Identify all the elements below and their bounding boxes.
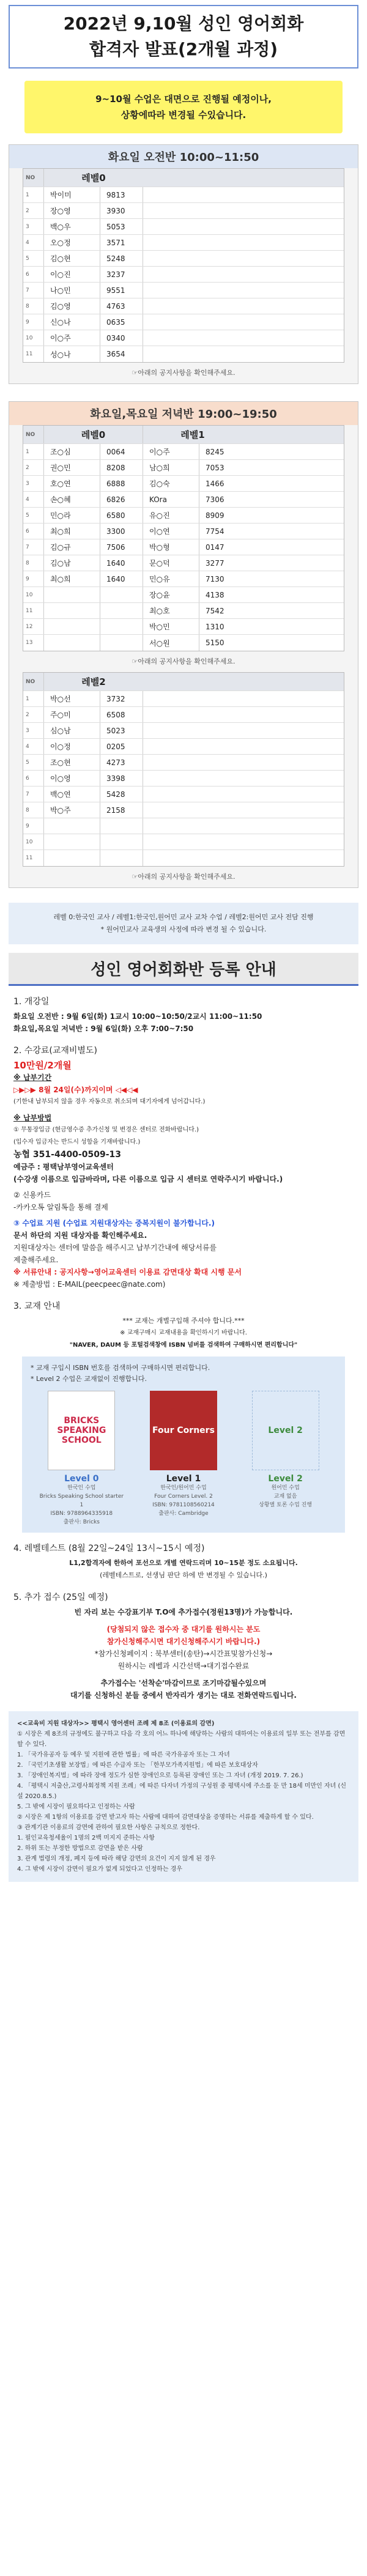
teacher-notice-line-2: * 원어민교사 교육생의 사정에 따라 변경 될 수 있습니다. xyxy=(100,925,267,933)
pay-period: ▷▶▷▶ 8월 24일(수)까지이며 ◁◀◁◀ xyxy=(13,1086,138,1094)
subsidy-2: 지원대상자는 센터에 말씀을 해주시고 납부기간내에 해당서류를 xyxy=(13,1243,217,1252)
student-name: 오○정 xyxy=(44,235,100,250)
notice-line-1: 9~10월 수업은 대면으로 진행될 예정이나, xyxy=(95,94,272,105)
account-owner: 예금주 : 평택남부영어교육센터 xyxy=(13,1163,114,1171)
pay-period-heading: ※ 납부기간 xyxy=(13,1073,52,1082)
level0-header: 레벨0 xyxy=(44,426,143,443)
student-name: 나○민 xyxy=(44,283,100,298)
student-name xyxy=(44,834,100,849)
registration-banner: 성인 영어회화반 등록 안내 xyxy=(9,953,358,986)
student-name: 민○유 xyxy=(143,571,199,587)
row-no: 3 xyxy=(23,723,44,738)
table-header xyxy=(23,426,344,444)
book-teacher: 한국인/원어민 수업 xyxy=(160,1485,207,1491)
table-row xyxy=(23,235,344,251)
bank-account: 농협 351-4400-0509-13 xyxy=(13,1150,121,1160)
student-code: 9813 xyxy=(100,187,143,202)
level-test-line-1: L1,2합격자에 한하여 포선으로 개별 연락드리며 10~15분 정도 소요됩니다. xyxy=(69,1559,298,1567)
student-code xyxy=(100,587,143,602)
student-code: 6580 xyxy=(100,508,143,523)
table-row xyxy=(23,251,344,267)
table-row xyxy=(23,508,344,524)
rule-item: 4. 그 밖에 시장이 감면이 필요가 없게 되었다고 인정하는 경우 xyxy=(17,1866,182,1873)
row-no: 13 xyxy=(23,635,44,651)
student-code: 7506 xyxy=(100,539,143,555)
student-name: 주○미 xyxy=(44,707,100,722)
student-name: 이○주 xyxy=(143,444,199,459)
table-row xyxy=(23,603,344,619)
book-isbn: ISBN: 9781108560214 xyxy=(152,1502,215,1508)
page xyxy=(0,5,367,1894)
table-row xyxy=(23,786,344,802)
row-no: 9 xyxy=(23,571,44,587)
evening-table xyxy=(23,425,344,651)
books-row xyxy=(31,1391,336,1527)
row-no: 7 xyxy=(23,786,44,802)
student-code xyxy=(100,619,143,634)
table-row xyxy=(23,818,344,834)
table-row xyxy=(23,539,344,555)
student-code xyxy=(100,603,143,618)
student-name: 박○민 xyxy=(143,619,199,634)
table-row xyxy=(23,219,344,235)
textbook-item xyxy=(141,1391,226,1527)
student-name xyxy=(44,603,100,618)
subsidy-email[interactable]: ※ 제출방법 : E-MAIL(peecpeec@nate.com) xyxy=(13,1280,166,1289)
student-code: 1640 xyxy=(100,555,143,571)
student-name: KOra xyxy=(143,492,199,507)
class-notice xyxy=(24,81,343,133)
student-code xyxy=(100,635,143,651)
table-row xyxy=(23,739,344,755)
student-name: 서○원 xyxy=(143,635,199,651)
row-no: 8 xyxy=(23,555,44,571)
table-row xyxy=(23,314,344,330)
section-extra xyxy=(0,1591,367,1701)
method-1b: (입수자 입금자는 반드시 성함을 기재바랍니다.) xyxy=(13,1139,141,1146)
table-row xyxy=(23,283,344,298)
student-name: 이○연 xyxy=(143,524,199,539)
book-title: 교재 없음 xyxy=(273,1493,297,1500)
account-owner-note: (수강생 이름으로 입금바라며, 다른 이름으로 입금 시 센터로 연락주시기 바랍니다.) xyxy=(13,1175,283,1183)
table-row xyxy=(23,524,344,539)
student-name: 김○남 xyxy=(44,555,100,571)
student-code: 9551 xyxy=(100,283,143,298)
student-name: 백○우 xyxy=(44,219,100,234)
student-code: 3571 xyxy=(100,235,143,250)
student-name: 김○현 xyxy=(44,251,100,266)
subsidy-heading: ③ 수업료 지원 (수업료 지원대상자는 중복지원이 불가합니다.) xyxy=(13,1219,215,1227)
row-no: 2 xyxy=(23,707,44,722)
table-row xyxy=(23,346,344,362)
student-code: 3237 xyxy=(100,267,143,282)
section-level-test xyxy=(0,1542,367,1582)
table-row xyxy=(23,723,344,739)
row-no: 6 xyxy=(23,267,44,282)
tue-morning-note: ☞아래의 공지사항을 확인해주세요. xyxy=(132,369,235,377)
student-code: 4273 xyxy=(100,755,143,770)
rule-item: 1. 필인교육청세율이 1명의 2백 미지지 준하는 사항 xyxy=(17,1835,155,1841)
textbook-box xyxy=(22,1356,345,1533)
book-level: Level 1 xyxy=(166,1474,201,1484)
page-subtitle: 합격자 발표(2개월 과정) xyxy=(89,39,278,59)
student-code: 3654 xyxy=(100,346,143,362)
student-name: 민○라 xyxy=(44,508,100,523)
student-code: 7306 xyxy=(206,495,224,504)
student-code: 1640 xyxy=(100,571,143,587)
student-code: 3930 xyxy=(100,203,143,218)
level2-table xyxy=(23,672,344,867)
student-name: 김○규 xyxy=(44,539,100,555)
no-header: NO xyxy=(23,169,44,187)
student-name: 장○윤 xyxy=(143,587,199,602)
table-row xyxy=(23,492,344,508)
student-code: 0340 xyxy=(100,330,143,346)
section-heading: 1. 개강일 xyxy=(13,997,50,1007)
student-name: 김○숙 xyxy=(143,476,199,491)
rule-item: ① 시장은 제 8조의 규정에도 불구하고 다음 각 호의 어느 하나에 해당하는 사람의 대하여는 이용료의 일부 또는 전부를 감면할 수 있다. xyxy=(17,1731,346,1748)
rule-item: 4. 「평택시 저출산,고령사회정책 지원 조례」에 따른 다자녀 가정의 구성원 중 평택시에 주소를 둔 만 18세 미만인 자녀 (신설 2020.8.5.) xyxy=(17,1783,347,1800)
row-no: 3 xyxy=(23,219,44,234)
start-line-2: 화요일,목요일 저녁반 : 9월 6일(화) 오후 7:00~7:50 xyxy=(13,1024,194,1033)
notice-line-2: 상황에따라 변경될 수있습니다. xyxy=(120,109,247,120)
section-start-date xyxy=(0,996,367,1035)
bottom-spacer xyxy=(0,1882,367,1894)
student-code: 4138 xyxy=(206,590,224,599)
table-row xyxy=(23,444,344,460)
table-row xyxy=(23,619,344,635)
page-title: 2022년 9,10월 성인 영어회화 xyxy=(63,13,304,34)
student-code: 4763 xyxy=(100,298,143,314)
rule-item: 1. 「국가유공자 등 예우 및 지원에 관한 법률」에 따른 국가유공자 또는 그 자녀 xyxy=(17,1752,230,1758)
table-row xyxy=(23,298,344,314)
textbook-line-2: ※ 교재구매시 교재내용을 확인하시기 바랍니다. xyxy=(120,1330,247,1336)
student-code: 0147 xyxy=(206,542,224,552)
table-header xyxy=(23,169,344,187)
student-code: 6826 xyxy=(100,492,143,507)
row-no: 7 xyxy=(23,539,44,555)
row-no: 11 xyxy=(23,850,44,866)
table-row xyxy=(23,571,344,587)
student-code: 6508 xyxy=(100,707,143,722)
student-code: 7542 xyxy=(206,606,224,615)
evening-panel xyxy=(9,401,358,888)
student-code: 0635 xyxy=(100,314,143,330)
row-no: 2 xyxy=(23,203,44,218)
student-name: 최○희 xyxy=(44,524,100,539)
subsidy-4: ※ 서류안내 : 공지사항→영어교육센터 이용료 감면대상 확대 시행 문서 xyxy=(13,1268,242,1276)
pay-note: (기한내 납부되지 않을 경우 자동으로 취소되며 대기자에게 넘어갑니다.) xyxy=(13,1098,206,1105)
student-code: 1310 xyxy=(206,622,224,631)
student-name: 이○진 xyxy=(44,267,100,282)
teacher-notice-line-1: 레벨 0:한국인 교사 / 레벨1:한국인,원어민 교사 교차 수업 / 레벨2:원어민 교사 전담 진행 xyxy=(53,913,314,921)
extra-line-1: 빈 자리 보는 수강표기부 T.O에 추가접수(정원13명)가 가능합니다. xyxy=(74,1608,293,1616)
extra-line-6: 추가접수는 '선착순'마감이므로 조기마감될수있으며 xyxy=(100,1679,267,1687)
card-heading: ② 신용카드 xyxy=(13,1191,51,1199)
book-isbn: 상황별 토론 수업 진행 xyxy=(259,1502,313,1508)
method-heading: ※ 납부방법 xyxy=(13,1114,52,1122)
rule-item: ② 시장은 제 1항의 이용료를 감면 받고자 하는 사람에 대하여 감면대상을 증명하는 서류를 제출하게 할 수 있다. xyxy=(17,1814,314,1821)
book-title: Bricks Speaking School starter 1 xyxy=(39,1493,124,1508)
book-level: Level 0 xyxy=(64,1474,99,1484)
table-row xyxy=(23,587,344,603)
textbook-item xyxy=(39,1391,124,1527)
evening-note: ☞아래의 공지사항을 확인해주세요. xyxy=(132,657,235,665)
book-cover-image: BRICKS SPEAKING SCHOOL xyxy=(48,1391,115,1470)
row-no: 10 xyxy=(23,834,44,849)
extra-line-5: 원하시는 레벨과 시간선택→대기접수완료 xyxy=(117,1662,250,1670)
header-box xyxy=(9,5,358,68)
row-no: 8 xyxy=(23,802,44,818)
table-row xyxy=(23,555,344,571)
student-name: 조○현 xyxy=(44,755,100,770)
book-publisher: 출판사: Bricks xyxy=(63,1519,100,1525)
level0-header: 레벨0 xyxy=(81,172,106,183)
student-name: 유○진 xyxy=(143,508,199,523)
rules-title: <<교육비 지원 대상자>> 평택시 영어센터 조례 제 8조 (이용료의 감면) xyxy=(17,1720,215,1727)
student-code: 5248 xyxy=(100,251,143,266)
student-name: 심○남 xyxy=(44,723,100,738)
student-code: 7754 xyxy=(206,527,224,536)
row-no: 9 xyxy=(23,818,44,834)
teacher-notice xyxy=(9,903,358,944)
table-row xyxy=(23,771,344,786)
row-no: 5 xyxy=(23,508,44,523)
student-code: 3300 xyxy=(100,524,143,539)
rule-item: ③ 관계기관 이용료의 감면에 관하여 필요한 사항은 규칙으로 정한다. xyxy=(17,1824,200,1831)
table-row xyxy=(23,755,344,771)
student-name: 성○나 xyxy=(44,346,100,362)
student-name xyxy=(44,619,100,634)
row-no: 10 xyxy=(23,587,44,602)
student-name: 손○혜 xyxy=(44,492,100,507)
method-1: ① 무통장입금 (현금영수증 추가신청 및 변경은 센터로 전화바랍니다.) xyxy=(13,1127,199,1133)
student-code: 5053 xyxy=(100,219,143,234)
textbook-line-1: *** 교재는 개별구입해 주셔야 합니다.*** xyxy=(122,1317,245,1325)
row-no: 4 xyxy=(23,492,44,507)
row-no: 9 xyxy=(23,314,44,330)
student-name xyxy=(44,587,100,602)
student-name: 박○주 xyxy=(44,802,100,818)
row-no: 11 xyxy=(23,603,44,618)
no-header: NO xyxy=(23,426,44,443)
table-header xyxy=(23,673,344,691)
student-name: 문○덕 xyxy=(143,555,199,571)
tue-morning-table xyxy=(23,168,344,363)
student-code: 0205 xyxy=(100,739,143,754)
textbook-item xyxy=(243,1391,328,1527)
student-name: 박○형 xyxy=(143,539,199,555)
table-row xyxy=(23,707,344,723)
rule-item: 3. 관계 법령의 개정, 폐지 등에 따라 해당 감면의 요건이 지지 않게 된 경우 xyxy=(17,1856,216,1862)
table-row xyxy=(23,850,344,866)
student-name: 장○영 xyxy=(44,203,100,218)
book-title: Four Corners Level. 2 xyxy=(154,1493,213,1500)
student-name: 이○영 xyxy=(44,771,100,786)
row-no: 1 xyxy=(23,187,44,202)
section-heading: 5. 추가 접수 (25일 예정) xyxy=(13,1593,108,1602)
book-teacher: 원어민 수업 xyxy=(271,1485,300,1491)
student-code xyxy=(100,818,143,834)
rule-item: 2. 「국민기초생활 보장법」에 따른 수급자 또는 「한부모가족지원법」에 따른 보호대상자 xyxy=(17,1762,258,1769)
student-code: 0064 xyxy=(100,444,143,459)
row-no: 1 xyxy=(23,691,44,706)
level2-note: ☞아래의 공지사항을 확인해주세요. xyxy=(132,873,235,881)
rule-item: 5. 그 밖에 시장이 필요하다고 인정하는 사람 xyxy=(17,1804,135,1810)
student-name: 백○연 xyxy=(44,786,100,802)
textbook-box-line-1: * 교재 구입시 ISBN 번호를 검색하여 구매하시면 편리합니다. xyxy=(31,1364,210,1372)
row-no: 5 xyxy=(23,251,44,266)
textbook-line-3: "NAVER, DAUM 등 포털검색창에 ISBN 넘버를 검색하여 구매하시면 편리합니다" xyxy=(69,1342,298,1349)
student-code xyxy=(100,834,143,849)
student-name xyxy=(44,818,100,834)
level1-header: 레벨1 xyxy=(180,429,205,440)
table-row xyxy=(23,691,344,707)
row-no: 11 xyxy=(23,346,44,362)
subsidy-3: 제출해주세요. xyxy=(13,1256,59,1264)
student-name: 호○연 xyxy=(44,476,100,491)
student-code: 8245 xyxy=(206,447,224,456)
student-code: 8909 xyxy=(206,511,224,520)
section-fee xyxy=(0,1045,367,1290)
subsidy-rules xyxy=(9,1711,358,1882)
subsidy-1: 문서 하단의 지원 대상자를 확인해주세요. xyxy=(13,1231,147,1240)
textbook-box-line-2: * Level 2 수업은 교재없이 진행합니다. xyxy=(31,1375,147,1383)
student-code: 1466 xyxy=(206,479,224,488)
level2-header: 레벨2 xyxy=(81,676,106,687)
extra-line-3: 참가신청해주시면 대기신청해주시기 바랍니다.) xyxy=(106,1637,261,1646)
student-name: 신○나 xyxy=(44,314,100,330)
student-code: 6888 xyxy=(100,476,143,491)
row-no: 2 xyxy=(23,460,44,475)
row-no: 4 xyxy=(23,739,44,754)
student-name: 권○민 xyxy=(44,460,100,475)
student-name: 최○희 xyxy=(44,571,100,587)
student-code: 5023 xyxy=(100,723,143,738)
student-name: 김○영 xyxy=(44,298,100,314)
book-teacher: 한국인 수업 xyxy=(67,1485,96,1491)
section-heading: 4. 레벨테스트 (8월 22일~24일 13시~15시 예정) xyxy=(13,1544,205,1553)
tue-morning-panel xyxy=(9,144,358,384)
student-code: 5428 xyxy=(100,786,143,802)
row-no: 6 xyxy=(23,771,44,786)
section-heading: 3. 교재 안내 xyxy=(13,1301,61,1311)
student-name: 조○심 xyxy=(44,444,100,459)
extra-line-2: (당첨되지 않은 접수자 중 대기를 원하시는 분도 xyxy=(106,1625,261,1634)
rule-item: 2. 하위 또는 부정한 방법으로 감면을 받은 사람 xyxy=(17,1845,143,1852)
student-code: 2158 xyxy=(100,802,143,818)
student-code: 3277 xyxy=(206,558,224,568)
student-name xyxy=(44,850,100,866)
row-no: 5 xyxy=(23,755,44,770)
student-code: 3732 xyxy=(100,691,143,706)
student-code: 8208 xyxy=(100,460,143,475)
table-row xyxy=(23,330,344,346)
book-level: Level 2 xyxy=(268,1474,303,1484)
book-publisher: 출판사: Cambridge xyxy=(158,1511,209,1517)
table-row xyxy=(23,635,344,651)
student-name: 이○정 xyxy=(44,739,100,754)
rule-item: 3. 「장애인복지법」에 따라 장애 정도가 심한 장애인으로 등록된 장애인 또는 그 자녀 (개정 2019. 7. 26.) xyxy=(17,1772,303,1779)
student-code: 5150 xyxy=(206,638,224,647)
table-row xyxy=(23,460,344,476)
row-no: 4 xyxy=(23,235,44,250)
table-row xyxy=(23,267,344,283)
student-code: 7130 xyxy=(206,574,224,583)
row-no: 10 xyxy=(23,330,44,346)
student-name: 박이미 xyxy=(44,187,100,202)
table-row xyxy=(23,802,344,818)
table-row xyxy=(23,476,344,492)
student-name: 최○호 xyxy=(143,603,199,618)
table-row xyxy=(23,834,344,850)
student-code: 7053 xyxy=(206,463,224,472)
book-isbn: ISBN: 9788964335918 xyxy=(50,1511,113,1517)
section-textbook xyxy=(0,1300,367,1352)
row-no: 7 xyxy=(23,283,44,298)
level-test-line-2: (레벨테스트로, 선생님 판단 하에 반 변경될 수 있습니다.) xyxy=(100,1571,267,1579)
card-info: -카카오톡 알림톡을 통해 결제 xyxy=(13,1203,108,1212)
evening-title: 화요일,목요일 저녁반 19:00~19:50 xyxy=(9,402,358,425)
student-name: 박○선 xyxy=(44,691,100,706)
row-no: 6 xyxy=(23,524,44,539)
row-no: 12 xyxy=(23,619,44,634)
student-code xyxy=(100,850,143,866)
row-no: 1 xyxy=(23,444,44,459)
section-heading: 2. 수강료(교재비별도) xyxy=(13,1046,97,1056)
tue-morning-title: 화요일 오전반 10:00~11:50 xyxy=(9,145,358,168)
extra-line-4: *참가신청페이지 : 북부센터(송탄)→시간표및참가신청→ xyxy=(94,1649,273,1658)
student-name xyxy=(44,635,100,651)
row-no: 8 xyxy=(23,298,44,314)
row-no: 3 xyxy=(23,476,44,491)
student-code: 3398 xyxy=(100,771,143,786)
book-cover-image: Level 2 xyxy=(252,1391,319,1470)
no-header: NO xyxy=(23,673,44,690)
table-row xyxy=(23,187,344,203)
table-row xyxy=(23,203,344,219)
start-line-1: 화요일 오전반 : 9월 6일(화) 1교시 10:00~10:50/2교시 11:00~11:50 xyxy=(13,1012,262,1021)
student-name: 남○희 xyxy=(143,460,199,475)
book-cover-image: Four Corners xyxy=(150,1391,217,1470)
fee-amount: 10만원/2개월 xyxy=(13,1060,72,1071)
extra-line-7: 대기를 신청하신 분들 중에서 반자리가 생기는 대로 전화연락드립니다. xyxy=(70,1691,297,1700)
student-name: 이○주 xyxy=(44,330,100,346)
